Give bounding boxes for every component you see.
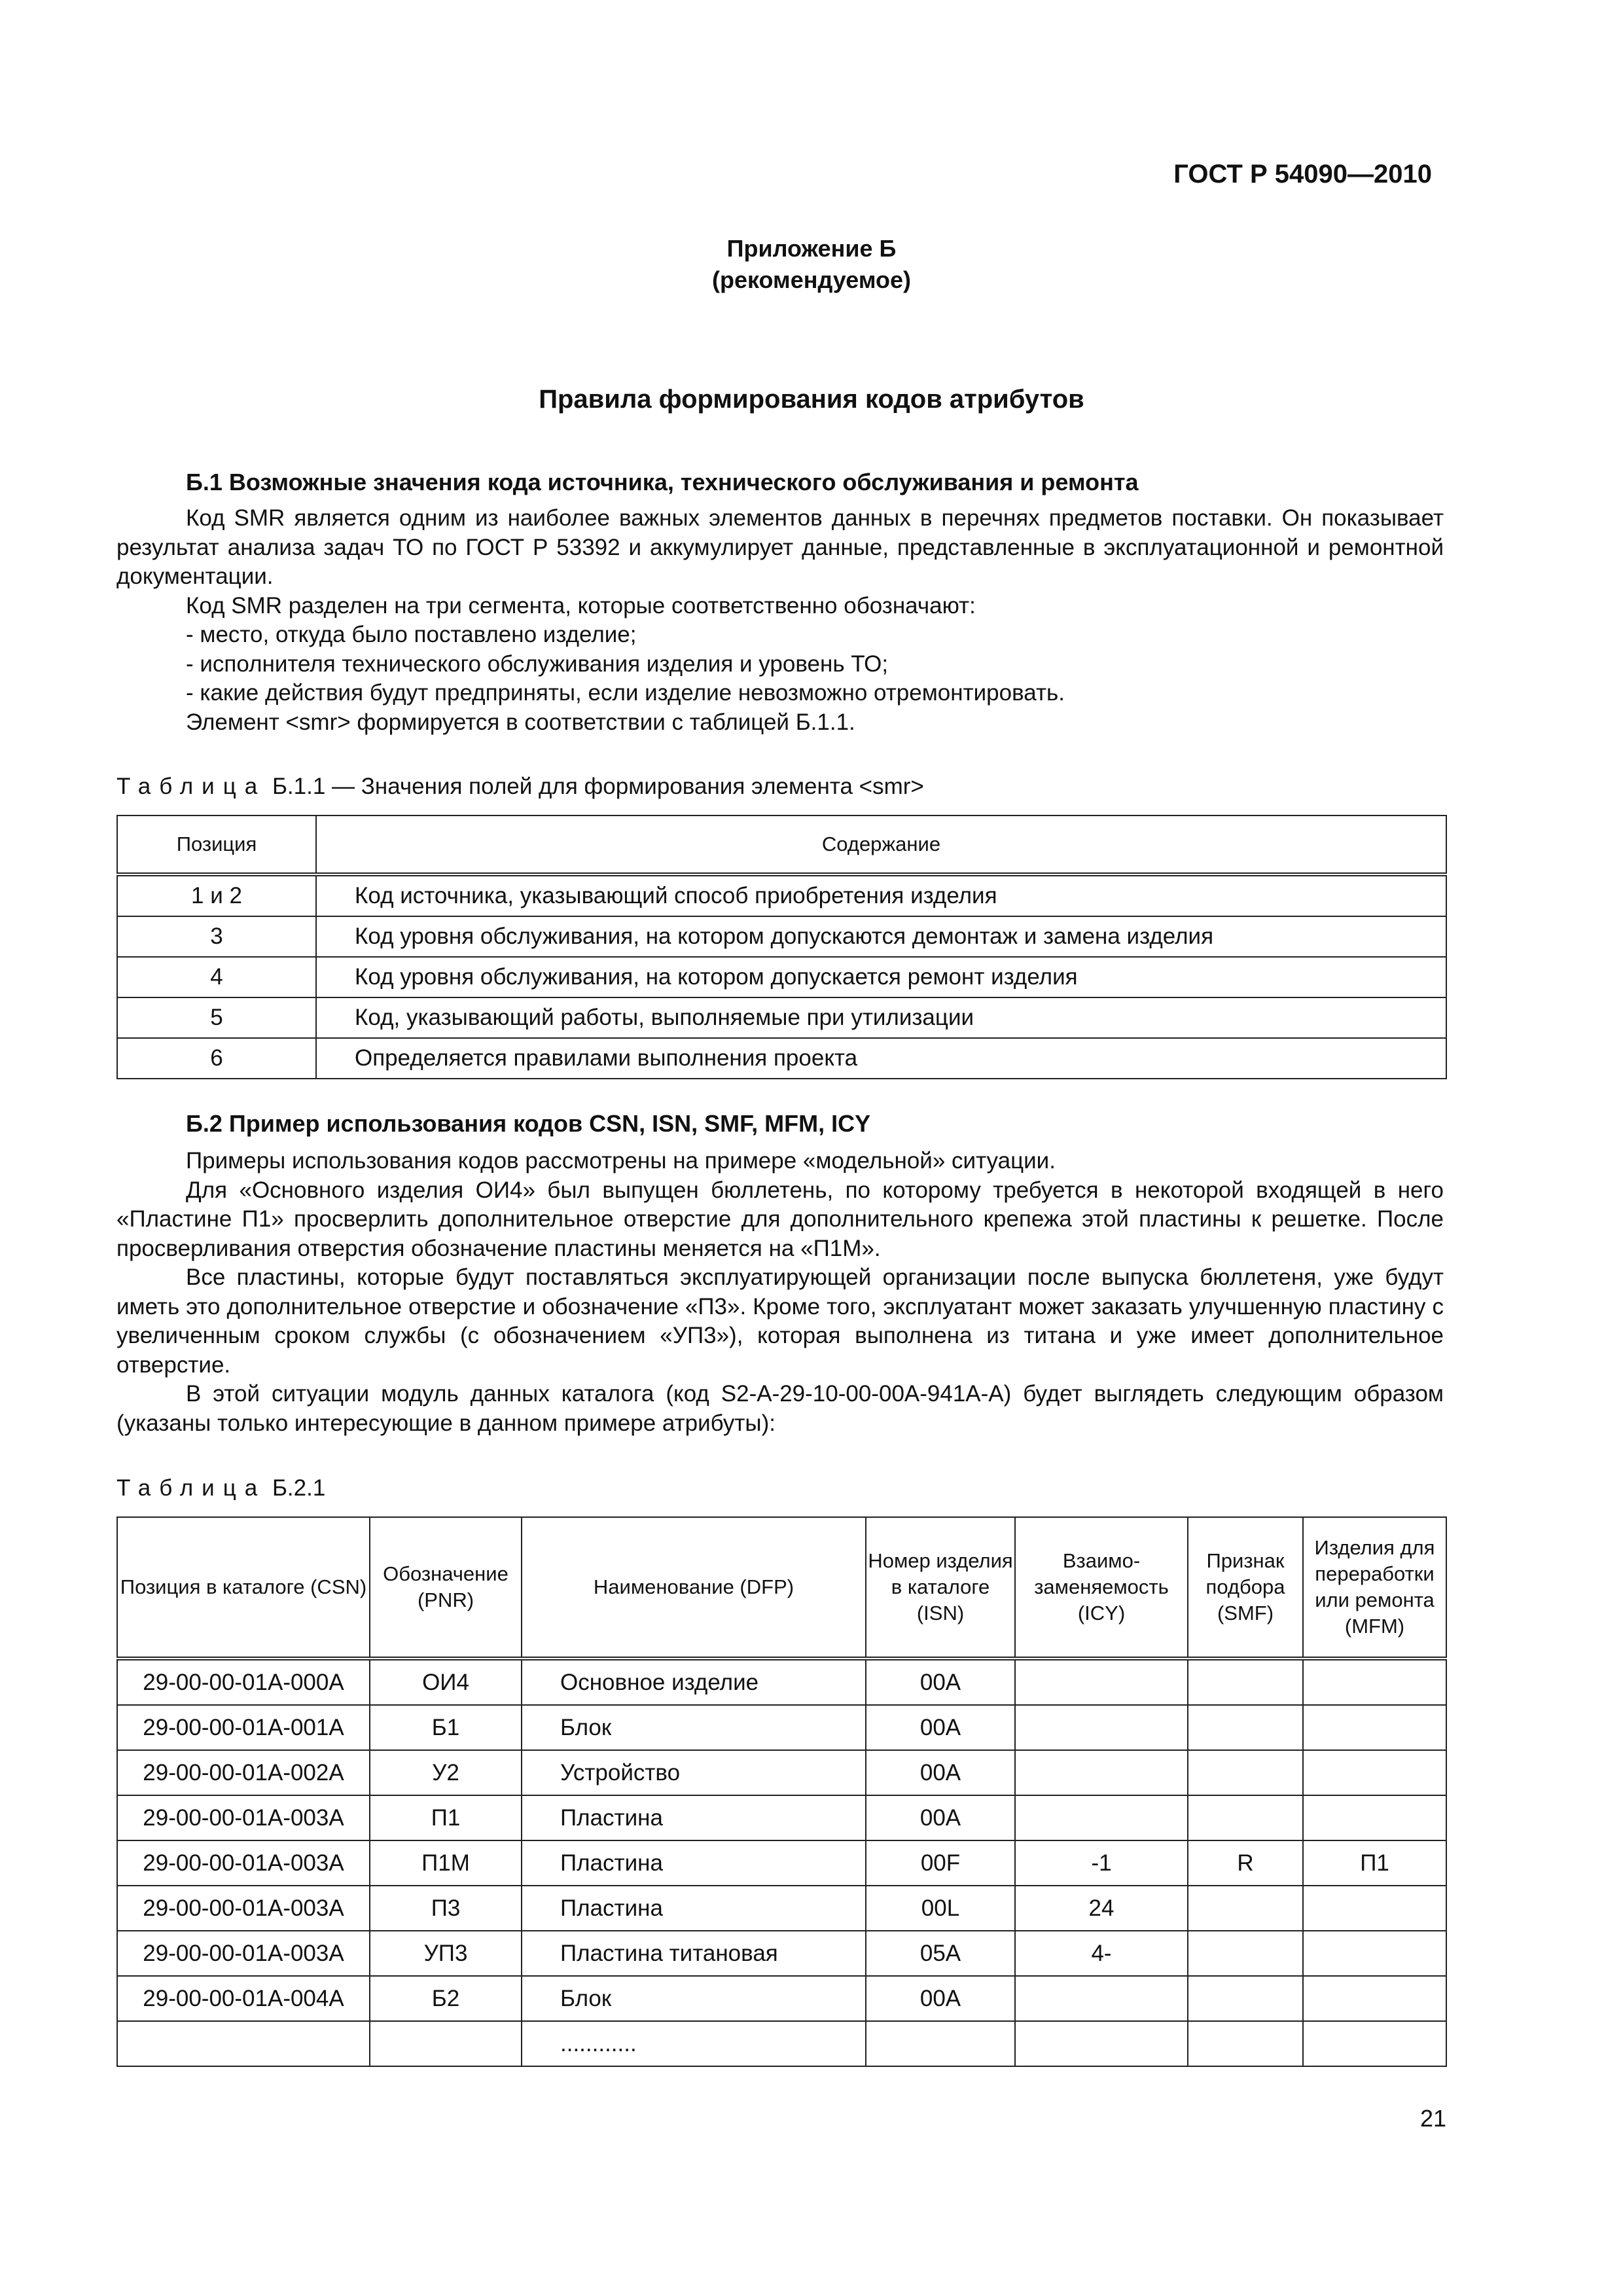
table-cell: 29-00-00-01A-001A [117,1705,370,1750]
table-cell [1015,1750,1188,1795]
column-header: Наименование (DFP) [522,1517,866,1659]
table-cell: У2 [370,1750,522,1795]
table-cell: Код уровня обслуживания, на котором допускается ремонт изделия [316,957,1446,997]
table-cell: ............ [522,2021,866,2066]
table-row [117,1931,1446,1976]
table-cell: 00A [866,1750,1015,1795]
section-b2-body [116,1147,1444,1438]
standard-code: ГОСТ Р 54090—2010 [1173,160,1432,188]
table-cell: УП3 [370,1931,522,1976]
table-cell [1015,1795,1188,1840]
table-cell [1188,1705,1303,1750]
table-row [117,1750,1446,1795]
paragraph: Примеры использования кодов рассмотрены на примере «модельной» ситуации. [186,1148,1056,1174]
table-cell: 00F [866,1840,1015,1886]
table-cell: Код, указывающий работы, выполняемые при утилизации [316,997,1446,1038]
paragraph: Все пластины, которые будут поставляться эксплуатирующей организации после выпуска бюллетеня, уже будут иметь это дополнительное отверстие и обозначение «П3». Кроме того, эксплуатант может заказать улучшенную пластину с увеличенным сроком службы (с обозначением «УП3»), которая выполнена из титана и уже имеет дополнительное отверстие. [116,1265,1444,1378]
section-b1-heading: Б.1 Возможные значения кода источника, технического обслуживания и ремонта [186,469,1139,495]
table-cell [1188,1795,1303,1840]
table-cell: Определяется правилами выполнения проекта [316,1038,1446,1079]
table-cell [1015,1976,1188,2021]
table-cell [1015,1659,1188,1705]
table-cell: 00A [866,1976,1015,2021]
table-header-row [117,1517,1446,1659]
table-cell [1303,1750,1446,1795]
table-cell: 29-00-00-01A-004A [117,1976,370,2021]
table-cell: Код уровня обслуживания, на котором допускаются демонтаж и замена изделия [316,916,1446,957]
table-cell [1303,1659,1446,1705]
caption-text: Б.1.1 — Значения полей для формирования элемента <smr> [266,774,924,799]
table-b21 [116,1516,1447,2067]
table-cell: 6 [117,1038,316,1079]
table-cell: 29-00-00-01A-003A [117,1931,370,1976]
column-header: Содержание [316,816,1446,874]
table-row [117,874,1446,916]
table-cell: 00A [866,1705,1015,1750]
table-cell: 4- [1015,1931,1188,1976]
table-cell [1015,1705,1188,1750]
table-row [117,997,1446,1038]
table-cell [1303,1931,1446,1976]
table-row [117,2021,1446,2066]
table-cell: 4 [117,957,316,997]
table-cell [1188,1886,1303,1931]
column-header: Обозначение (PNR) [370,1517,522,1659]
section-b1-body [116,504,1444,737]
table-cell [1303,1976,1446,2021]
table-cell: 29-00-00-01A-003A [117,1840,370,1886]
table-cell [1303,1886,1446,1931]
table-cell: Основное изделие [522,1659,866,1705]
table-row [117,1976,1446,2021]
table-row [117,1705,1446,1750]
list-item: - исполнителя технического обслуживания изделия и уровень ТО; [186,651,889,677]
table-cell: П1 [370,1795,522,1840]
table-cell [1015,2021,1188,2066]
table-cell [1303,2021,1446,2066]
table-row [117,1659,1446,1705]
column-header: Признак подбора (SMF) [1188,1517,1303,1659]
table-cell: Устройство [522,1750,866,1795]
table-cell [1188,1931,1303,1976]
table-cell: Код источника, указывающий способ приобретения изделия [316,874,1446,916]
table-cell: 5 [117,997,316,1038]
table-cell: -1 [1015,1840,1188,1886]
table-cell [1188,1750,1303,1795]
table-cell [1188,1976,1303,2021]
table-cell: Пластина [522,1795,866,1840]
paragraph: Код SMR разделен на три сегмента, которые соответственно обозначают: [186,592,976,619]
column-header: Номер изделия в каталоге (ISN) [866,1517,1015,1659]
appendix-label: Приложение Б [726,235,897,262]
table-cell: 00L [866,1886,1015,1931]
table-row [117,1795,1446,1840]
table-b21-caption [116,1475,325,1501]
table-cell: Пластина [522,1840,866,1886]
table-b11-caption [116,774,924,800]
column-header: Позиция в каталоге (CSN) [117,1517,370,1659]
table-cell: Пластина титановая [522,1931,866,1976]
table-b11 [116,815,1447,1079]
table-cell: 3 [117,916,316,957]
page-number: 21 [1419,2105,1446,2132]
caption-text: Б.2.1 [266,1475,326,1501]
table-cell [866,2021,1015,2066]
appendix-heading [0,233,1623,296]
table-cell: Блок [522,1976,866,2021]
appendix-status: (рекомендуемое) [712,266,911,293]
table-row [117,916,1446,957]
table-cell [1303,1705,1446,1750]
paragraph: Код SMR является одним из наиболее важных элементов данных в перечнях предметов поставки. Он показывает результат анализа задач ТО по ГОСТ Р 53392 и аккумулирует данные, представленные в эксплуатационной и ремонтной документации. [116,505,1444,589]
table-cell: R [1188,1840,1303,1886]
table-cell: 1 и 2 [117,874,316,916]
section-b2-heading: Б.2 Пример использования кодов CSN, ISN, SMF, MFM, ICY [186,1110,871,1137]
table-row [117,1840,1446,1886]
table-cell: П3 [370,1886,522,1931]
table-cell: 29-00-00-01A-002A [117,1750,370,1795]
table-cell [370,2021,522,2066]
table-cell [1188,1659,1303,1705]
table-cell: 00A [866,1659,1015,1705]
table-cell [1188,2021,1303,2066]
table-cell: 24 [1015,1886,1188,1931]
table-row [117,957,1446,997]
table-cell [1303,1795,1446,1840]
table-cell: Б2 [370,1976,522,2021]
table-cell: 29-00-00-01A-003A [117,1795,370,1840]
table-cell: 05A [866,1931,1015,1976]
table-cell: 29-00-00-01A-000A [117,1659,370,1705]
table-cell: Блок [522,1705,866,1750]
paragraph: Для «Основного изделия ОИ4» был выпущен бюллетень, по которому требуется в некоторой входящей в него «Пластине П1» просверлить дополнительное отверстие для дополнительного крепежа этой пластины к решетке. После просверливания отверстия обозначение пластины меняется на «П1М». [116,1177,1444,1261]
table-row [117,1886,1446,1931]
table-cell: Пластина [522,1886,866,1931]
caption-word: Таблица [116,1475,266,1501]
table-header-row [117,816,1446,874]
table-cell [117,2021,370,2066]
table-cell: П1 [1303,1840,1446,1886]
table-cell: П1М [370,1840,522,1886]
table-cell: 29-00-00-01A-003A [117,1886,370,1931]
table-cell: Б1 [370,1705,522,1750]
table-row [117,1038,1446,1079]
caption-word: Таблица [116,774,266,799]
list-item: - место, откуда было поставлено изделие; [186,622,637,647]
column-header: Позиция [117,816,316,874]
column-header: Изделия для переработки или ремонта (MFM) [1303,1517,1446,1659]
column-header: Взаимо-заменяемость (ICY) [1015,1517,1188,1659]
paragraph: Элемент <smr> формируется в соответствии с таблицей Б.1.1. [186,709,855,735]
page-title: Правила формирования кодов атрибутов [539,385,1084,414]
table-cell: 00A [866,1795,1015,1840]
paragraph: В этой ситуации модуль данных каталога (код S2-A-29-10-00-00A-941A-A) будет выглядеть следующим образом (указаны только интересующие в данном примере атрибуты): [116,1381,1444,1436]
list-item: - какие действия будут предприняты, если изделие невозможно отремонтировать. [186,680,1065,706]
table-cell: ОИ4 [370,1659,522,1705]
